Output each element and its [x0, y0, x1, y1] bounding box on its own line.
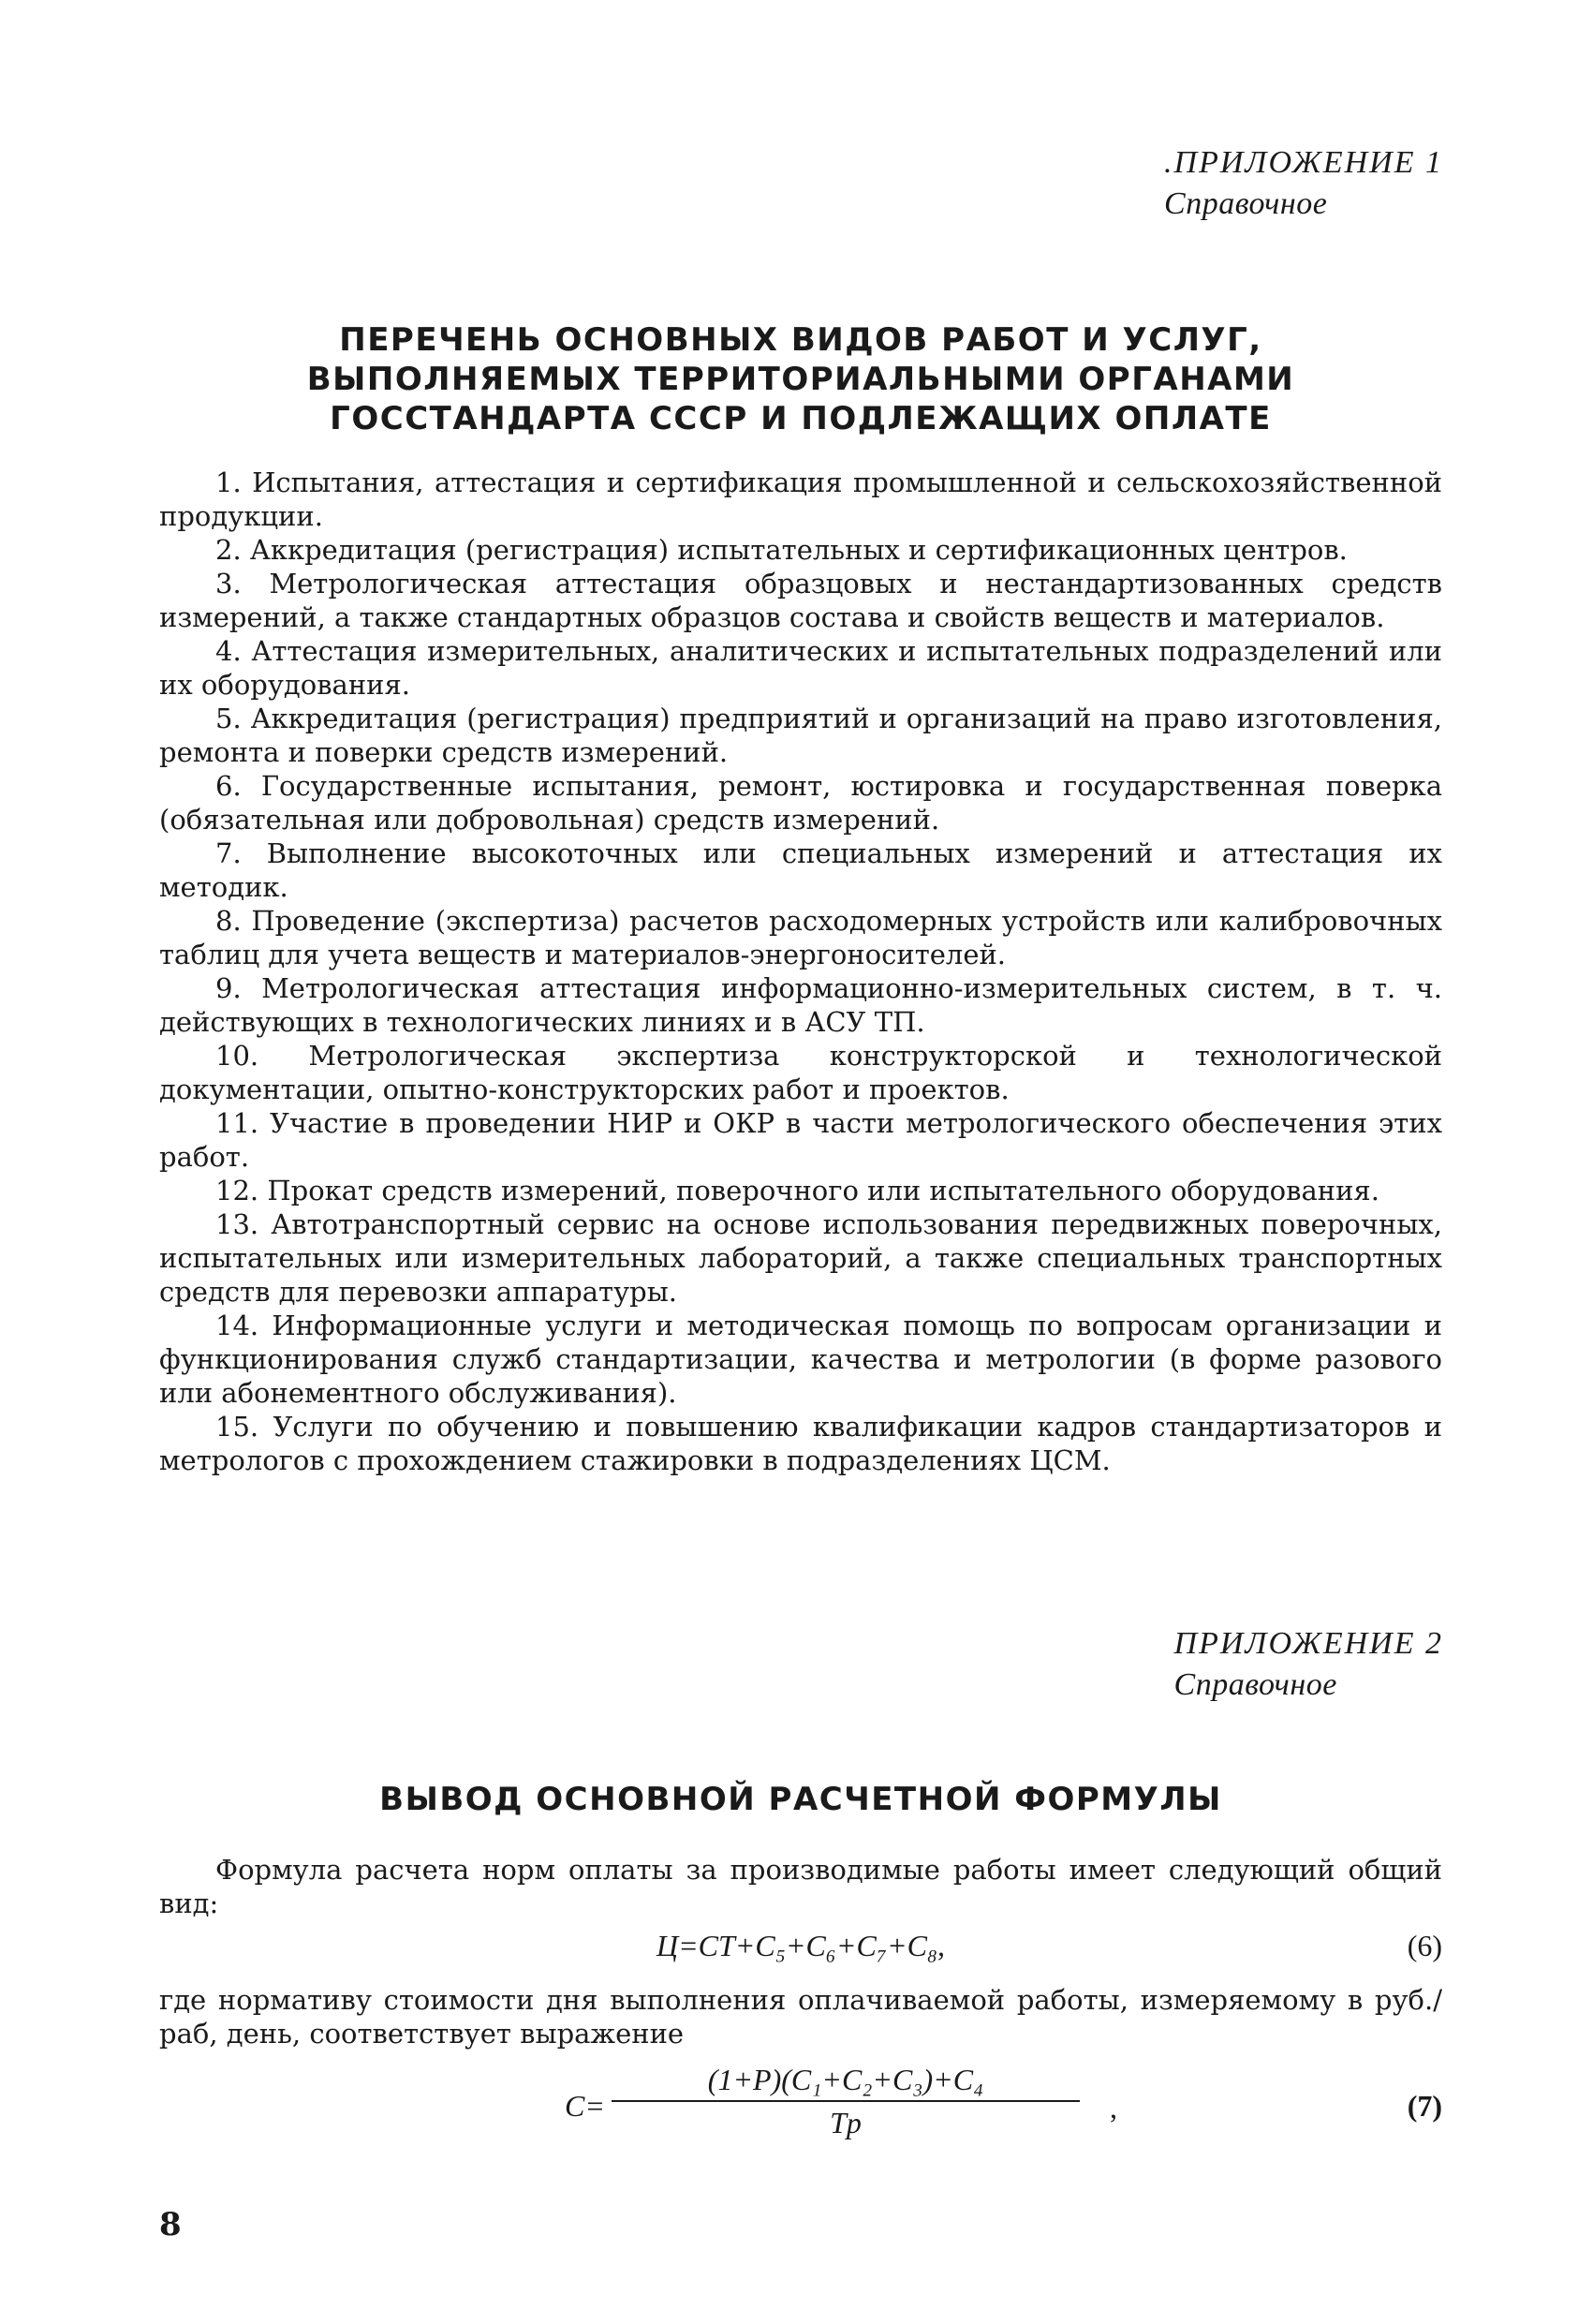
- list-item: 3. Метрологическая аттестация образцовых и нестандартизованных средств измерений, а также стандартных образцов состава и свойств веществ и материалов.: [159, 568, 1442, 633]
- list-item: 7. Выполнение высокоточных или специальных измерений и аттестация их методик.: [159, 837, 1442, 903]
- appendix-2-label: ПРИЛОЖЕНИЕ 2: [1173, 1626, 1443, 1661]
- list-item: 11. Участие в проведении НИР и ОКР в части метрологического обеспечения этих работ.: [159, 1107, 1442, 1173]
- formula-7-lhs: С=: [565, 2089, 605, 2123]
- formula-7-number: (7): [1407, 2089, 1442, 2123]
- list-item: 12. Прокат средств измерений, поверочного или испытательного оборудования.: [215, 1175, 1379, 1206]
- appendix-1-label-block: [1164, 142, 1443, 225]
- formula-7-fraction: [612, 2061, 1080, 2141]
- list-item: 14. Информационные услуги и методическая помощь по вопросам организации и функционирования служб стандартизации, качества и метрологии (в форме разового или абонементного обслуживания).: [159, 1310, 1442, 1409]
- appendix-1-title: [159, 320, 1442, 438]
- list-item: 8. Проведение (экспертиза) расчетов расходомерных устройств или калибровочных таблиц для учета веществ и материалов-энергоносителей.: [159, 905, 1442, 970]
- formula-6: [159, 1923, 1442, 1968]
- formula-6-expression: Ц=СТ+С₅+С₆+С₇+С₈,: [656, 1929, 946, 1962]
- list-item: 9. Метрологическая аттестация информационно-измерительных систем, в т. ч. действующих в технологических линиях и в АСУ ТП.: [159, 972, 1442, 1038]
- list-item: 5. Аккредитация (регистрация) предприятий и организаций на право изготовления, ремонта и поверки средств измерений.: [159, 703, 1442, 768]
- appendix-1-title-line: ГОССТАНДАРТА СССР И ПОДЛЕЖАЩИХ ОПЛАТЕ: [330, 400, 1272, 437]
- list-item: 10. Метрологическая экспертиза конструкторской и технологической документации, опытно-конструкторских работ и проектов.: [159, 1040, 1442, 1105]
- list-item: 2. Аккредитация (регистрация) испытательных и сертификационных центров.: [215, 534, 1348, 566]
- appendix-2-type: Справочное: [1173, 1667, 1337, 1702]
- formula-intro-text: Формула расчета норм оплаты за производимые работы имеет следующий общий вид:: [159, 1854, 1442, 1919]
- list-item: 6. Государственные испытания, ремонт, юстировка и государственная поверка (обязательная или добровольная) средств измерений.: [159, 770, 1442, 836]
- formula-7-comma: ,: [1110, 2091, 1117, 2124]
- appendix-2-label-block: [1174, 1623, 1443, 1706]
- formula-7-denominator: Тp: [830, 2106, 862, 2139]
- appendix-2-title: ВЫВОД ОСНОВНОЙ РАСЧЕТНОЙ ФОРМУЛЫ: [379, 1781, 1222, 1818]
- list-item: 1. Испытания, аттестация и сертификация промышленной и сельскохозяйственной продукции.: [159, 466, 1442, 532]
- formula-6-number: (6): [1407, 1929, 1442, 1962]
- work-services-list: [159, 466, 1442, 1477]
- list-item: 15. Услуги по обучению и повышению квалификации кадров стандартизаторов и метрологов с прохождением стажировки в подразделениях ЦСМ.: [159, 1411, 1442, 1476]
- page-number: 8: [159, 2206, 182, 2243]
- appendix-1-type: Справочное: [1164, 186, 1328, 221]
- appendix-1-title-line: ВЫПОЛНЯЕМЫХ ТЕРРИТОРИАЛЬНЫМИ ОРГАНАМИ: [306, 361, 1295, 398]
- list-item: 13. Автотранспортный сервис на основе использования передвижных поверочных, испытательных или измерительных лабораторий, а также специальных транспортных средств для перевозки аппаратуры.: [159, 1208, 1442, 1308]
- formula-where-text: где нормативу стоимости дня выполнения оплачиваемой работы, измеряемому в руб./раб, день, соответствует выражение: [159, 1984, 1442, 2050]
- list-item: 4. Аттестация измерительных, аналитических и испытательных подразделений или их оборудования.: [159, 635, 1442, 701]
- formula-7: [159, 2061, 1442, 2145]
- fraction-bar: [612, 2100, 1080, 2102]
- appendix-1-label: .ПРИЛОЖЕНИЕ 1: [1164, 145, 1443, 180]
- appendix-1-title-line: ПЕРЕЧЕНЬ ОСНОВНЫХ ВИДОВ РАБОТ И УСЛУГ,: [339, 321, 1262, 359]
- formula-7-numerator: (1+Р)(С₁+С₂+С₃)+С₄: [707, 2063, 984, 2096]
